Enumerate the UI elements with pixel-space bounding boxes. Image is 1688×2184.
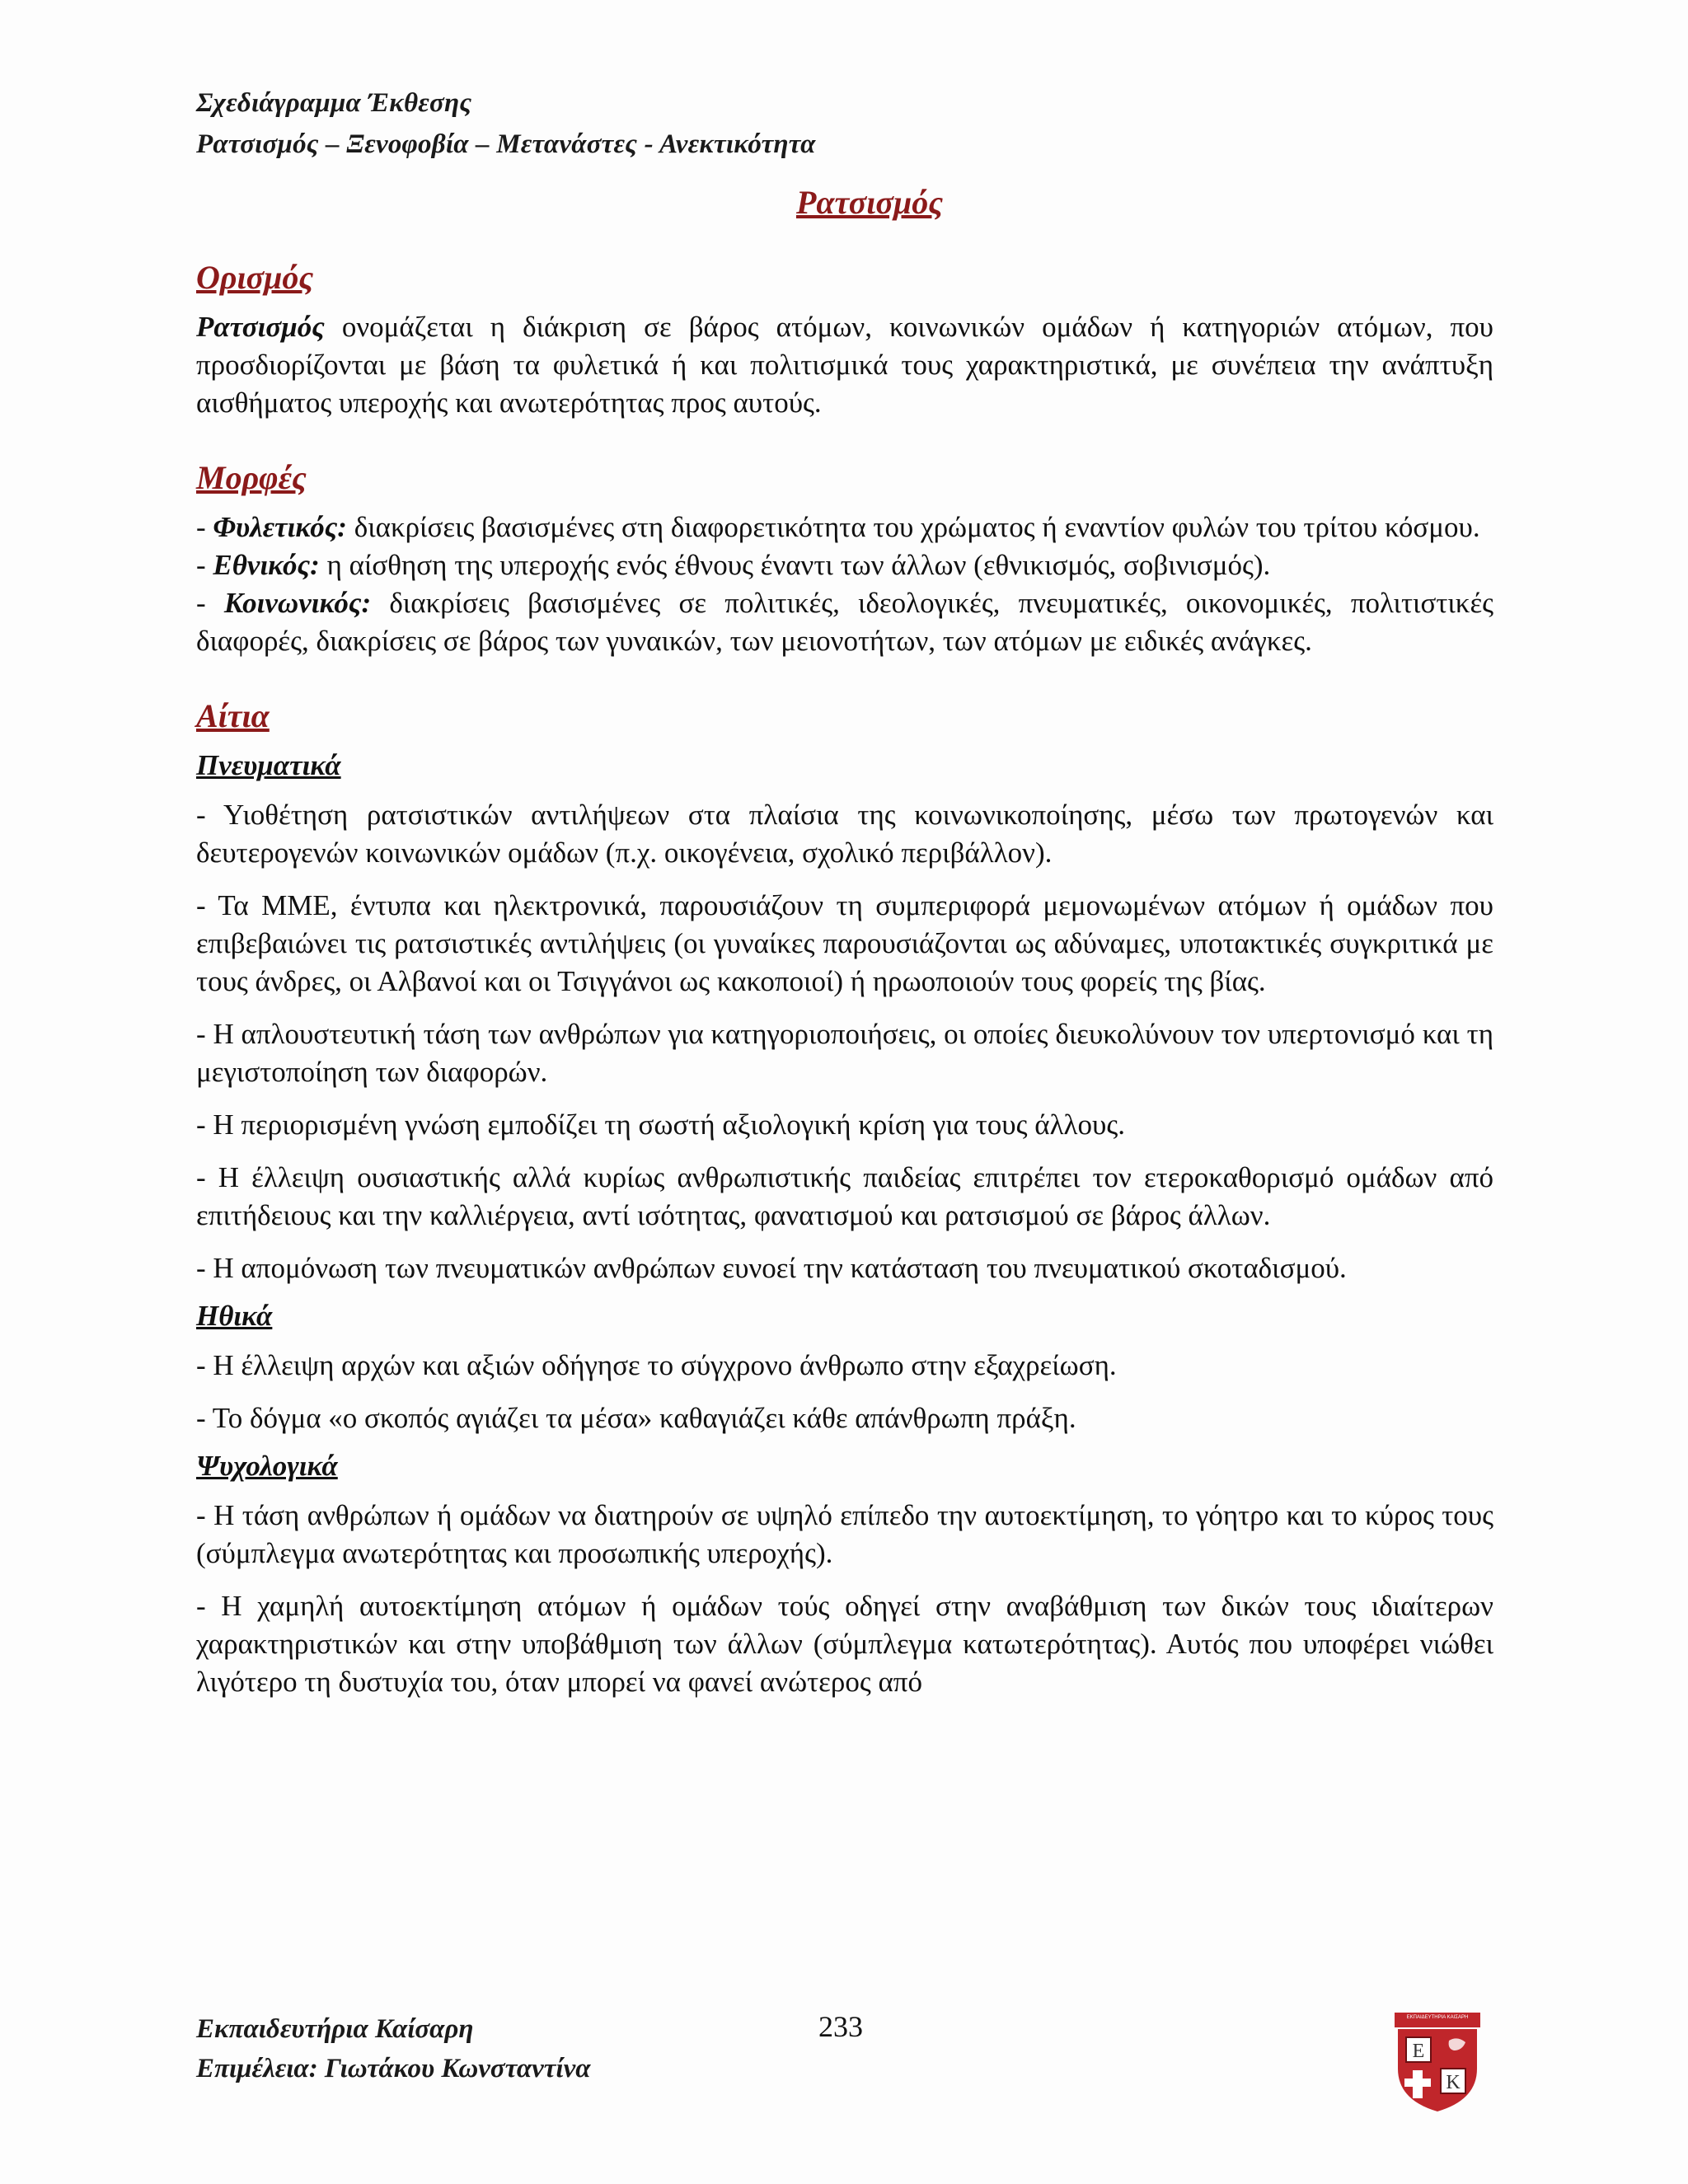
form-item xyxy=(196,546,1493,584)
footer-line-1: Εκπαιδευτήρια Καίσαρη xyxy=(196,2014,474,2044)
heading-forms: Μορφές xyxy=(196,459,307,496)
heading-definition: Ορισμός xyxy=(196,259,314,296)
list-item: - Η χαμηλή αυτοεκτίμηση ατόμων ή ομάδων τούς οδηγεί στην αναβάθμιση των δικών τους ιδιαίτερων χαρακτηριστικών και στην υποβάθμιση των άλλων (σύμπλεγμα κατωτερότητας). Αυτός που υποφέρει νιώθει λιγότερο τη δυστυχία του, όταν μπορεί να φανεί ανώτερος από xyxy=(196,1590,1493,1698)
logo-letter-e: Ε xyxy=(1412,2041,1425,2062)
subheading-moral: Ηθικά xyxy=(196,1300,273,1332)
subheading-psychological: Ψυχολογικά xyxy=(196,1450,338,1482)
logo-cross-horizontal xyxy=(1404,2079,1431,2087)
form-prefix: - xyxy=(196,511,213,543)
school-crest-logo xyxy=(1391,2011,1484,2115)
document-page xyxy=(196,82,1493,1701)
definition-paragraph xyxy=(196,308,1493,422)
subheading-spiritual: Πνευματικά xyxy=(196,749,341,781)
page-footer xyxy=(196,2009,1493,2088)
page-number: 233 xyxy=(818,2010,863,2043)
form-text: διακρίσεις βασισμένες στη διαφορετικότητα του χρώματος ή εναντίον φυλών του τρίτου κόσμου. xyxy=(346,511,1480,543)
list-item: - Η απομόνωση των πνευματικών ανθρώπων ευνοεί την κατάσταση του πνευματικού σκοταδισμού. xyxy=(196,1252,1347,1284)
list-item: - Τα ΜΜΕ, έντυπα και ηλεκτρονικά, παρουσιάζουν τη συμπεριφορά μεμονωμένων ατόμων ή ομάδων που επιβεβαιώνει τις ρατσιστικές αντιλήψεις (οι γυναίκες παρουσιάζονται ως αδύναμες, υποτακτικές συγκριτικά με τους άνδρες, οι Αλβανοί και οι Τσιγγάνοι ως κακοποιοί) ή ηρωοποιούν τους φορείς της βίας. xyxy=(196,889,1493,997)
list-item: - Υιοθέτηση ρατσιστικών αντιλήψεων στα πλαίσια της κοινωνικοποίησης, μέσω των πρωτογενών και δευτερογενών κοινωνικών ομάδων (π.χ. οικογένεια, σχολικό περιβάλλον). xyxy=(196,799,1493,869)
definition-text: ονομάζεται η διάκριση σε βάρος ατόμων, κοινωνικών ομάδων ή κατηγοριών ατόμων, που προσδιορίζονται με βάση τα φυλετικά ή και πολιτισμικά τους χαρακτηριστικά, με συνέπεια την ανάπτυξη αισθήματος υπεροχής και ανωτερότητας προς αυτούς. xyxy=(196,311,1493,419)
form-term: Κοινωνικός: xyxy=(223,587,372,619)
list-item: - Η έλλειψη ουσιαστικής αλλά κυρίως ανθρωπιστικής παιδείας επιτρέπει τον ετεροκαθορισμό ομάδων από επιτήδειους και την καλλιέργεια, αντί ισότητας, φανατισμού και ρατσισμού σε βάρος άλλων. xyxy=(196,1161,1493,1231)
logo-banner-text: ΕΚΠΑΙΔΕΥΤΗΡΙΑ ΚΑΙΣΑΡΗ xyxy=(1406,2015,1469,2020)
form-text: διακρίσεις βασισμένες σε πολιτικές, ιδεολογικές, πνευματικές, οικονομικές, πολιτιστικές διαφορές, διακρίσεις σε βάρος των γυναικών, των μειονοτήτων, των ατόμων με ειδικές ανάγκες. xyxy=(196,587,1493,657)
form-term: Φυλετικός: xyxy=(213,511,347,543)
list-item: - Η απλουστευτική τάση των ανθρώπων για κατηγοριοποιήσεις, οι οποίες διευκολύνουν τον υπερτονισμό και τη μεγιστοποίηση των διαφορών. xyxy=(196,1018,1493,1088)
form-item xyxy=(196,584,1493,660)
list-item: - Το δόγμα «ο σκοπός αγιάζει τα μέσα» καθαγιάζει κάθε απάνθρωπη πράξη. xyxy=(196,1402,1076,1434)
form-text: η αίσθηση της υπεροχής ενός έθνους έναντι των άλλων (εθνικισμός, σοβινισμός). xyxy=(319,549,1271,581)
definition-term: Ρατσισμός xyxy=(196,311,325,343)
form-prefix: - xyxy=(196,549,213,581)
form-term: Εθνικός: xyxy=(213,549,320,581)
list-item: - Η περιορισμένη γνώση εμποδίζει τη σωστή αξιολογική κρίση για τους άλλους. xyxy=(196,1108,1125,1141)
form-prefix: - xyxy=(196,587,224,619)
list-item: - Η έλλειψη αρχών και αξιών οδήγησε το σύγχρονο άνθρωπο στην εξαχρείωση. xyxy=(196,1349,1117,1381)
header-line-2: Ρατσισμός – Ξενοφοβία – Μετανάστες - Ανεκτικότητα xyxy=(196,129,816,159)
heading-causes: Αίτια xyxy=(196,697,270,734)
list-item: - Η τάση ανθρώπων ή ομάδων να διατηρούν σε υψηλό επίπεδο την αυτοεκτίμηση, το γόητρο και το κύρος τους (σύμπλεγμα ανωτερότητας και προσωπικής υπεροχής). xyxy=(196,1499,1493,1569)
header-line-1: Σχεδιάγραμμα Έκθεσης xyxy=(196,88,472,118)
form-item xyxy=(196,509,1493,546)
footer-line-2: Επιμέλεια: Γιωτάκου Κωνσταντίνα xyxy=(196,2054,591,2083)
logo-letter-k: Κ xyxy=(1446,2072,1461,2093)
page-title: Ρατσισμός xyxy=(795,184,944,221)
